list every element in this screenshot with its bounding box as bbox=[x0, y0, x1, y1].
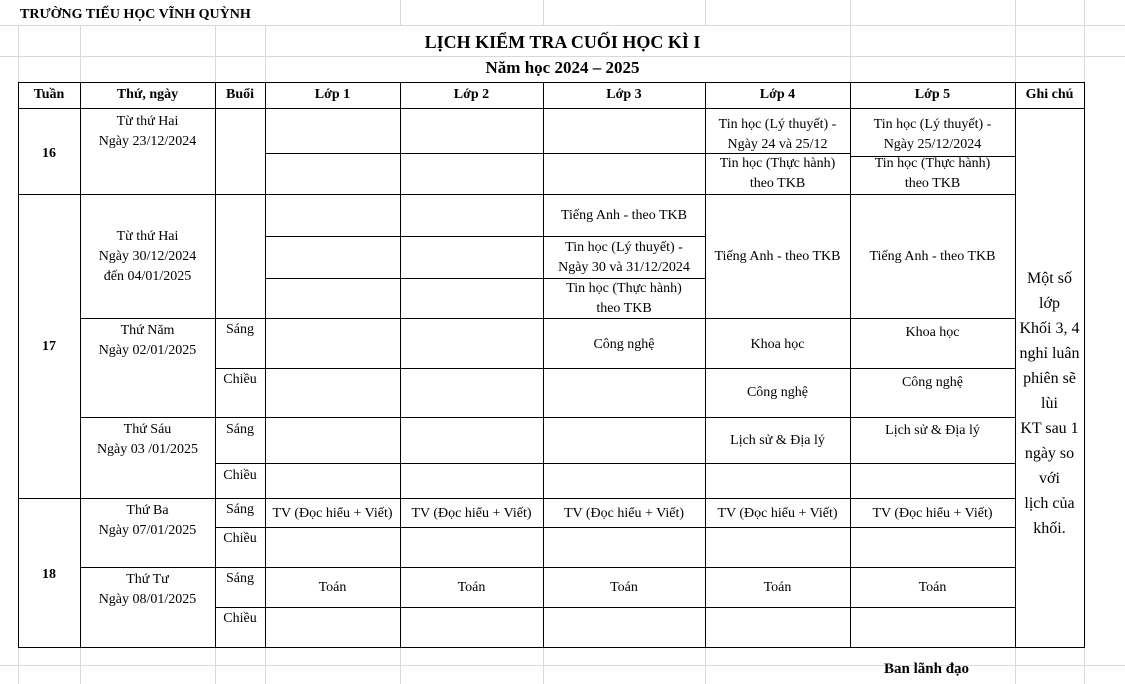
day-label: Thứ Ba bbox=[126, 503, 169, 518]
day-label: Từ thứ Hai bbox=[116, 114, 179, 129]
cell-text: Tiếng Anh - theo TKB bbox=[869, 249, 996, 264]
session-chieu: Chiều bbox=[223, 372, 257, 387]
cell-text: Công nghệ bbox=[901, 375, 964, 390]
day-date: Ngày 07/01/2025 bbox=[98, 523, 197, 538]
cell-text: Tin học (Lý thuyết) - bbox=[565, 240, 683, 255]
session-sang: Sáng bbox=[226, 571, 254, 586]
day-date-end: đến 04/01/2025 bbox=[103, 269, 192, 284]
cell-text: Toán bbox=[457, 580, 486, 595]
cell-text: Tin học (Thực hành) bbox=[566, 281, 682, 296]
page-subtitle: Năm học 2024 – 2025 bbox=[485, 58, 640, 77]
cell-text: Ngày 30 và 31/12/2024 bbox=[558, 260, 690, 275]
day-label: Từ thứ Hai bbox=[116, 229, 179, 244]
cell-text: Toán bbox=[318, 580, 347, 595]
session-sang: Sáng bbox=[226, 422, 254, 437]
cell-text: Lịch sử & Địa lý bbox=[730, 433, 825, 448]
day-label: Thứ Tư bbox=[126, 572, 169, 587]
cell-text: Ngày 24 và 25/12 bbox=[727, 137, 828, 152]
day-date: Ngày 08/01/2025 bbox=[98, 592, 197, 607]
header-tuan: Tuần bbox=[33, 87, 65, 102]
cell-text: theo TKB bbox=[749, 176, 806, 191]
session-chieu: Chiều bbox=[223, 468, 257, 483]
cell-text: TV (Đọc hiểu + Viết) bbox=[717, 506, 838, 521]
cell-text: Tin học (Thực hành) bbox=[874, 156, 991, 171]
cell-text: theo TKB bbox=[904, 176, 961, 191]
day-date: Ngày 30/12/2024 bbox=[98, 249, 197, 264]
school-name: TRƯỜNG TIỂU HỌC VĨNH QUỲNH bbox=[20, 7, 251, 22]
cell-text: Toán bbox=[610, 580, 638, 595]
cell-text: TV (Đọc hiểu + Viết) bbox=[872, 506, 993, 521]
cell-text: TV (Đọc hiểu + Viết) bbox=[411, 506, 532, 521]
cell-text: theo TKB bbox=[596, 301, 652, 316]
day-label: Thứ Sáu bbox=[123, 422, 172, 437]
session-chieu: Chiều bbox=[223, 531, 257, 546]
header-buoi: Buổi bbox=[225, 87, 254, 102]
cell-text: Tin học (Lý thuyết) - bbox=[873, 117, 992, 132]
session-sang: Sáng bbox=[226, 502, 254, 517]
week-17: 17 bbox=[42, 339, 56, 354]
cell-text: Ngày 25/12/2024 bbox=[883, 137, 982, 152]
cell-text: Toán bbox=[918, 580, 947, 595]
signature-label: Ban lãnh đạo bbox=[884, 661, 970, 677]
header-thu-ngay: Thứ, ngày bbox=[116, 87, 179, 102]
week-16: 16 bbox=[42, 146, 56, 161]
cell-text: Lịch sử & Địa lý bbox=[885, 423, 980, 438]
header-lop1: Lớp 1 bbox=[314, 87, 351, 102]
header-lop2: Lớp 2 bbox=[453, 87, 490, 102]
cell-text: Tin học (Thực hành) bbox=[719, 156, 836, 171]
header-lop5: Lớp 5 bbox=[914, 87, 951, 102]
header-lop3: Lớp 3 bbox=[606, 87, 642, 102]
cell-text: Công nghệ bbox=[593, 337, 655, 352]
week-18: 18 bbox=[42, 567, 56, 582]
cell-text: Toán bbox=[763, 580, 792, 595]
day-date: Ngày 23/12/2024 bbox=[98, 134, 197, 149]
note-text: Một số lớp Khối 3, 4 nghỉ luân phiên sẽ lùi KT sau 1 ngày so với lịch của khối. bbox=[1019, 270, 1080, 537]
page-title: LỊCH KIỂM TRA CUỐI HỌC KÌ I bbox=[424, 32, 701, 52]
session-sang: Sáng bbox=[226, 322, 254, 337]
cell-text: Tiếng Anh - theo TKB bbox=[560, 208, 687, 223]
cell-text: TV (Đọc hiểu + Viết) bbox=[563, 506, 685, 521]
session-chieu: Chiều bbox=[223, 611, 257, 626]
cell-text: Công nghệ bbox=[746, 385, 809, 400]
cell-text: Khoa học bbox=[905, 325, 960, 340]
cell-text: Tin học (Lý thuyết) - bbox=[718, 117, 837, 132]
cell-text: Khoa học bbox=[750, 337, 805, 352]
day-date: Ngày 02/01/2025 bbox=[98, 343, 197, 358]
day-label: Thứ Năm bbox=[120, 323, 175, 338]
day-date: Ngày 03 /01/2025 bbox=[96, 442, 199, 457]
cell-text: TV (Đọc hiểu + Viết) bbox=[272, 506, 393, 521]
header-lop4: Lớp 4 bbox=[759, 87, 796, 102]
header-ghi-chu: Ghi chú bbox=[1025, 87, 1074, 102]
cell-text: Tiếng Anh - theo TKB bbox=[714, 249, 841, 264]
